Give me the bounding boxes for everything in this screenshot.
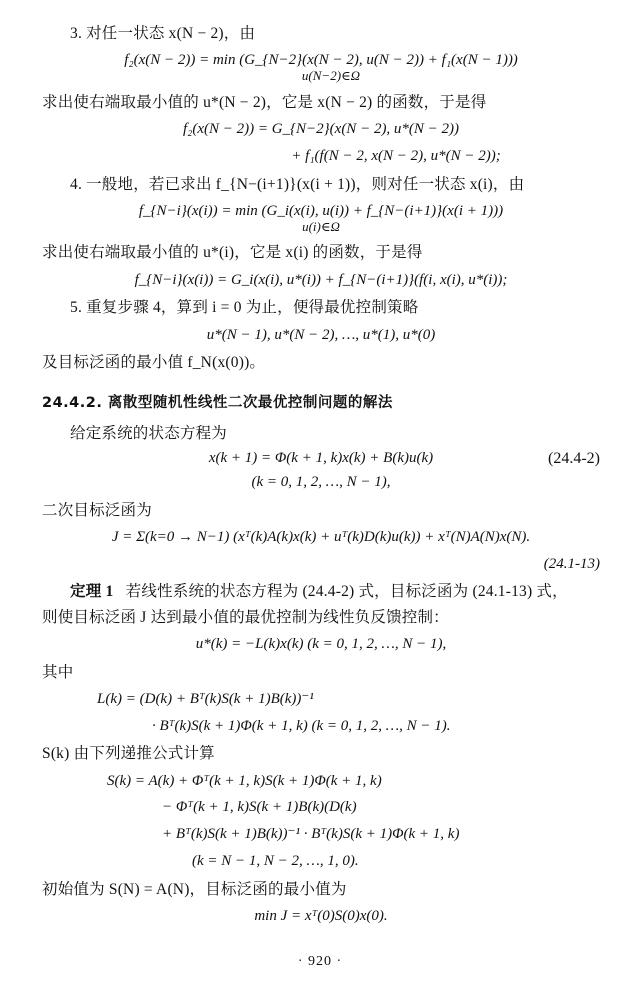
list-item-3 [42, 22, 600, 45]
theorem-body: 若线性系统的状态方程为 (24.4-2) 式，目标泛函为 (24.1-13) 式， [117, 583, 568, 601]
paragraph-umin-1: 求出使右端取最小值的 u*(N − 2)，它是 x(N − 2) 的函数，于是得 [42, 93, 487, 111]
paragraph-Sk-recursion: S(k) 由下列递推公式计算 [42, 745, 215, 763]
equation-S-3: + Bᵀ(k)S(k + 1)B(k))⁻¹ · Bᵀ(k)S(k + 1)Φ(k + 1, k) [162, 826, 460, 843]
equation-number-24-4-2: (24.4-2) [548, 449, 600, 467]
equation-S-1: S(k) = A(k) + Φᵀ(k + 1, k)S(k + 1)Φ(k + 1, k) [107, 772, 382, 789]
equation-L-2: · Bᵀ(k)S(k + 1)Φ(k + 1, k) (k = 0, 1, 2, …, N − 1). [152, 717, 451, 734]
equation-fNi-subscript: u(i)∈Ω [302, 218, 340, 234]
equation-min-J: min J = xᵀ(0)S(0)x(0). [254, 907, 388, 924]
equation-state-row [42, 450, 600, 467]
paragraph-theorem-1 [42, 580, 600, 603]
equation-J: J = Σ(k=0 → N−1) (xᵀ(k)A(k)x(k) + uᵀ(k)D(k)u(k)) + xᵀ(N)A(N)x(N). [111, 528, 531, 545]
equation-S-4: (k = N − 1, N − 2, …, 1, 0). [192, 852, 359, 869]
paragraph-theorem-1-cont: 则使目标泛函 J 达到最小值的最优控制为线性负反馈控制： [42, 608, 449, 626]
equation-f2c: + f₁(f(N − 2, x(N − 2), u*(N − 2)); [291, 147, 501, 164]
paragraph-quadratic-functional: 二次目标泛函为 [42, 501, 152, 519]
theorem-label: 定理 1 [70, 583, 114, 601]
section-heading: 24.4.2. 离散型随机性线性二次最优控制问题的解法 [42, 394, 393, 411]
equation-f2-text: f₂(x(N − 2)) = min (G_{N−2}(x(N − 2), u(N − 2)) + f₁(x(N − 1))) [124, 52, 518, 69]
equation-ustar: u*(k) = −L(k)x(k) (k = 0, 1, 2, …, N − 1), [195, 635, 447, 652]
list-item-5: 5. 重复步骤 4，算到 i = 0 为止，便得最优控制策略 [70, 299, 419, 317]
equation-L-1: L(k) = (D(k) + Bᵀ(k)S(k + 1)B(k))⁻¹ [97, 690, 314, 707]
equation-fNi-b: f_{N−i}(x(i)) = G_i(x(i), u*(i)) + f_{N−(i+1)}(f(i, x(i), u*(i)); [134, 271, 508, 288]
paragraph-umin-2: 求出使右端取最小值的 u*(i)，它是 x(i) 的函数，于是得 [42, 244, 423, 262]
list-item-4: 4. 一般地，若已求出 f_{N−(i+1)}(x(i + 1))，则对任一状态 x(i)，由 [70, 175, 525, 193]
paragraph-where: 其中 [42, 663, 74, 681]
paragraph-initial-value: 初始值为 S(N) = A(N)，目标泛函的最小值为 [42, 880, 347, 898]
equation-f2-subscript: u(N−2)∈Ω [301, 68, 361, 83]
page-number: · 920 · [297, 954, 343, 969]
equation-state-range: (k = 0, 1, 2, …, N − 1), [251, 473, 391, 490]
equation-state: x(k + 1) = Φ(k + 1, k)x(k) + B(k)u(k) [208, 449, 434, 466]
paragraph-objective-min: 及目标泛函的最小值 f_N(x(0))。 [42, 354, 266, 372]
page-content [42, 22, 600, 933]
equation-f2b: f₂(x(N − 2)) = G_{N−2}(x(N − 2), u*(N − 2)) [182, 121, 460, 138]
paragraph-given-system: 给定系统的状态方程为 [70, 424, 228, 442]
list-item-3-text: 3. 对任一状态 x(N − 2)，由 [70, 25, 256, 42]
equation-number-24-1-13: (24.1-13) [543, 555, 600, 572]
equation-S-2: − Φᵀ(k + 1, k)S(k + 1)B(k)(D(k) [162, 799, 357, 816]
equation-fNi: f_{N−i}(x(i)) = min (G_i(x(i), u(i)) + f_{N−(i+1)}(x(i + 1))) [138, 202, 504, 219]
equation-policy: u*(N − 1), u*(N − 2), …, u*(1), u*(0) [206, 326, 436, 343]
